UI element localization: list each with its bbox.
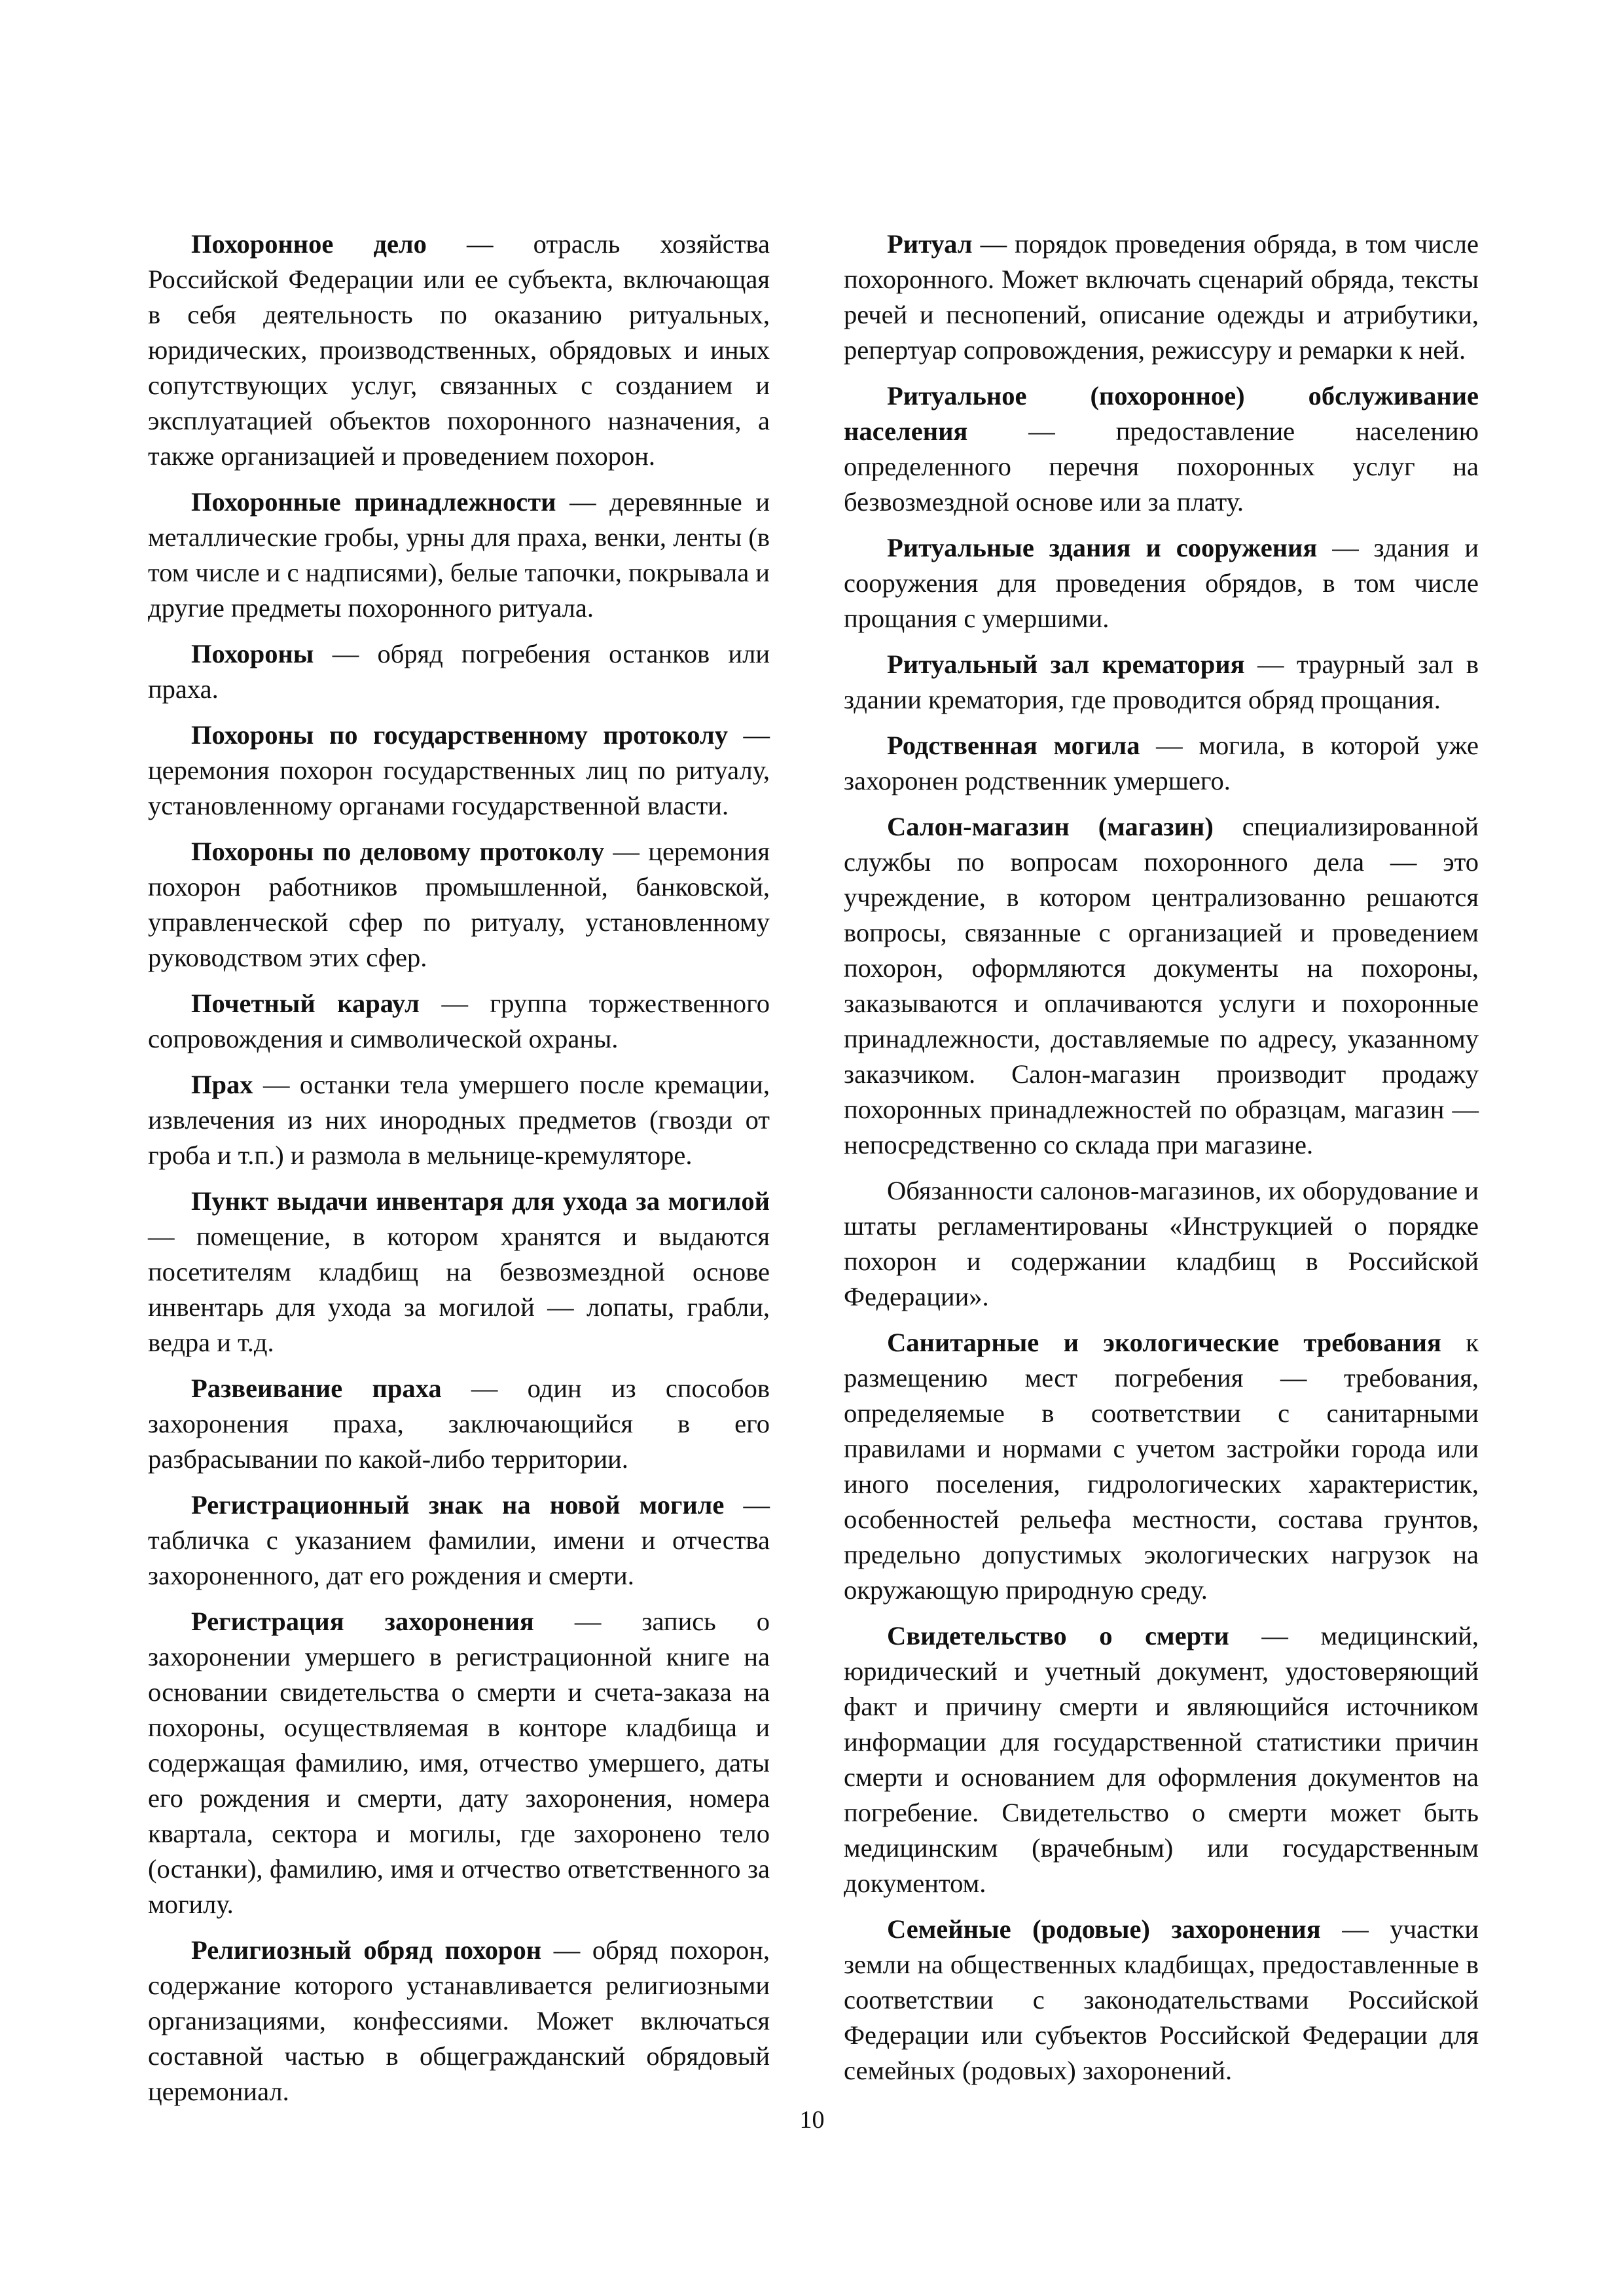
entry-term: Санитарные и экологические требования [887, 1328, 1441, 1357]
glossary-entry [148, 636, 770, 707]
entry-term: Похоронные принадлежности [191, 487, 556, 517]
glossary-entry [148, 227, 770, 474]
entry-term: Салон-магазин (магазин) [887, 812, 1214, 841]
glossary-entry [148, 484, 770, 626]
entry-definition: — деревянные и металлические гробы, урны для праха, венки, ленты (в том числе и с надписями), белые тапочки, покрывала и другие предметы похоронного ритуала. [148, 487, 770, 623]
entry-term: Почетный караул [191, 989, 420, 1018]
entry-definition: — церемония похорон государственных лиц по ритуалу, установленному органами государственной власти. [148, 720, 770, 820]
entry-definition: — траурный зал в здании крематория, где проводится обряд прощания. [844, 649, 1479, 714]
glossary-entry [148, 1487, 770, 1594]
entry-term: Ритуал [887, 229, 973, 259]
entry-term: Родственная могила [887, 731, 1140, 760]
glossary-entry [844, 809, 1479, 1163]
paragraph-text: Обязанности салонов-магазинов, их оборудование и штаты регламентированы «Инструкцией о порядке похорон и содержании кладбищ в Российской Федерации». [844, 1176, 1479, 1311]
entry-term: Ритуальное (похоронное) обслуживание населения [844, 381, 1479, 446]
entry-definition: — останки тела умершего после кремации, извлечения из них инородных предметов (гвозди от гроба и т.п.) и размола в мельнице-кремуляторе. [148, 1070, 770, 1170]
glossary-paragraph [844, 1173, 1479, 1315]
glossary-entry [844, 530, 1479, 636]
entry-term: Семейные (родовые) захоронения [887, 1914, 1321, 1944]
entry-term: Регистрационный знак на новой могиле [191, 1490, 725, 1520]
glossary-entry [148, 718, 770, 824]
glossary-entry [844, 378, 1479, 520]
entry-definition: — порядок проведения обряда, в том числе похоронного. Может включать сценарий обряда, тексты речей и песнопений, описание одежды и атрибутики, репертуар сопровождения, режиссуру и ремарки к ней. [844, 229, 1479, 365]
entry-definition: — церемония похорон работников промышленной, банковской, управленческой сфер по ритуалу, установленному руководством этих сфер. [148, 837, 770, 972]
glossary-entry [844, 1325, 1479, 1608]
glossary-entry [148, 1067, 770, 1173]
glossary-entry [844, 728, 1479, 799]
right-column [844, 227, 1479, 2099]
glossary-entry [148, 986, 770, 1057]
glossary-entry [148, 834, 770, 975]
glossary-entry [148, 1184, 770, 1360]
glossary-entry [844, 647, 1479, 718]
entry-term: Похороны [191, 639, 314, 668]
entry-definition: — участки земли на общественных кладбищах, предоставленные в соответствии с законодательствами Российской Федерации или субъектов Российской Федерации для семейных (родовых) захоронений. [844, 1914, 1479, 2085]
entry-definition: — группа торжественного сопровождения и символической охраны. [148, 989, 770, 1053]
glossary-entry [148, 1933, 770, 2109]
glossary-entry [148, 1371, 770, 1477]
entry-definition: — табличка с указанием фамилии, имени и отчества захороненного, дат его рождения и смерти. [148, 1490, 770, 1590]
entry-term: Свидетельство о смерти [887, 1621, 1229, 1650]
entry-term: Регистрация захоронения [191, 1607, 534, 1636]
glossary-entry [844, 1618, 1479, 1901]
page-number: 10 [799, 2106, 825, 2134]
entry-definition: — обряд похорон, содержание которого устанавливается религиозными организациями, конфессиями. Может включаться составной частью в общегражданский обрядовый церемониал. [148, 1935, 770, 2106]
entry-definition: — обряд погребения останков или праха. [148, 639, 770, 704]
entry-definition: — отрасль хозяйства Российской Федерации или ее субъекта, включающая в себя деятельность по оказанию ритуальных, юридических, производственных, обрядовых и иных сопутствующих услуг, связанных с созданием и эксплуатацией объектов похоронного назначения, а также организацией и проведением похорон. [148, 229, 770, 471]
entry-definition: специализированной службы по вопросам похоронного дела — это учреждение, в котором централизованно решаются вопросы, связанные с организацией и проведением похорон, оформляются документы на похороны, заказываются и оплачиваются услуги и похоронные принадлежности, доставляемые по адресу, указанному заказчиком. Салон-магазин производит продажу похоронных принадлежностей по образцам, магазин — непосредственно со склада при магазине. [844, 812, 1479, 1159]
entry-term: Похороны по государственному протоколу [191, 720, 728, 750]
entry-definition: — один из способов захоронения праха, заключающийся в его разбрасывании по какой-либо территории. [148, 1374, 770, 1474]
entry-term: Ритуальный зал крематория [887, 649, 1245, 679]
entry-term: Религиозный обряд похорон [191, 1935, 542, 1965]
glossary-entry [148, 1604, 770, 1922]
entry-term: Похоронное дело [191, 229, 427, 259]
entry-definition: — здания и сооружения для проведения обрядов, в том числе прощания с умершими. [844, 533, 1479, 633]
glossary-entry [844, 227, 1479, 368]
glossary-entry [844, 1912, 1479, 2088]
entry-definition: — предоставление населению определенного перечня похоронных услуг на безвозмездной основе или за плату. [844, 416, 1479, 517]
entry-definition: — помещение, в котором хранятся и выдаются посетителям кладбищ на безвозмездной основе инвентарь для ухода за могилой — лопаты, грабли, ведра и т.д. [148, 1222, 770, 1357]
left-column [148, 227, 770, 2120]
entry-definition: — медицинский, юридический и учетный документ, удостоверяющий факт и причину смерти и являющийся источником информации для государственной статистики причин смерти и основанием для оформления документов на погребение. Свидетельство о смерти может быть медицинским (врачебным) или государственным документом. [844, 1621, 1479, 1898]
entry-term: Похороны по деловому протоколу [191, 837, 605, 866]
entry-term: Ритуальные здания и сооружения [887, 533, 1318, 562]
entry-term: Прах [191, 1070, 253, 1099]
entry-definition: — запись о захоронении умершего в регистрационной книге на основании свидетельства о смерти и счета-заказа на похороны, осуществляемая в конторе кладбища и содержащая фамилию, имя, отчество умершего, даты его рождения и смерти, дату захоронения, номера квартала, сектора и могилы, где захоронено тело (останки), фамилию, имя и отчество ответственного за могилу. [148, 1607, 770, 1919]
entry-definition: к размещению мест погребения — требования, определяемые в соответствии с санитарными правилами и нормами с учетом застройки города или иного поселения, гидрологических характеристик, особенностей рельефа местности, состава грунтов, предельно допустимых экологических нагрузок на окружающую природную среду. [844, 1328, 1479, 1605]
entry-term: Развеивание праха [191, 1374, 442, 1403]
entry-definition: — могила, в которой уже захоронен родственник умершего. [844, 731, 1479, 795]
entry-term: Пункт выдачи инвентаря для ухода за могилой [191, 1186, 770, 1216]
